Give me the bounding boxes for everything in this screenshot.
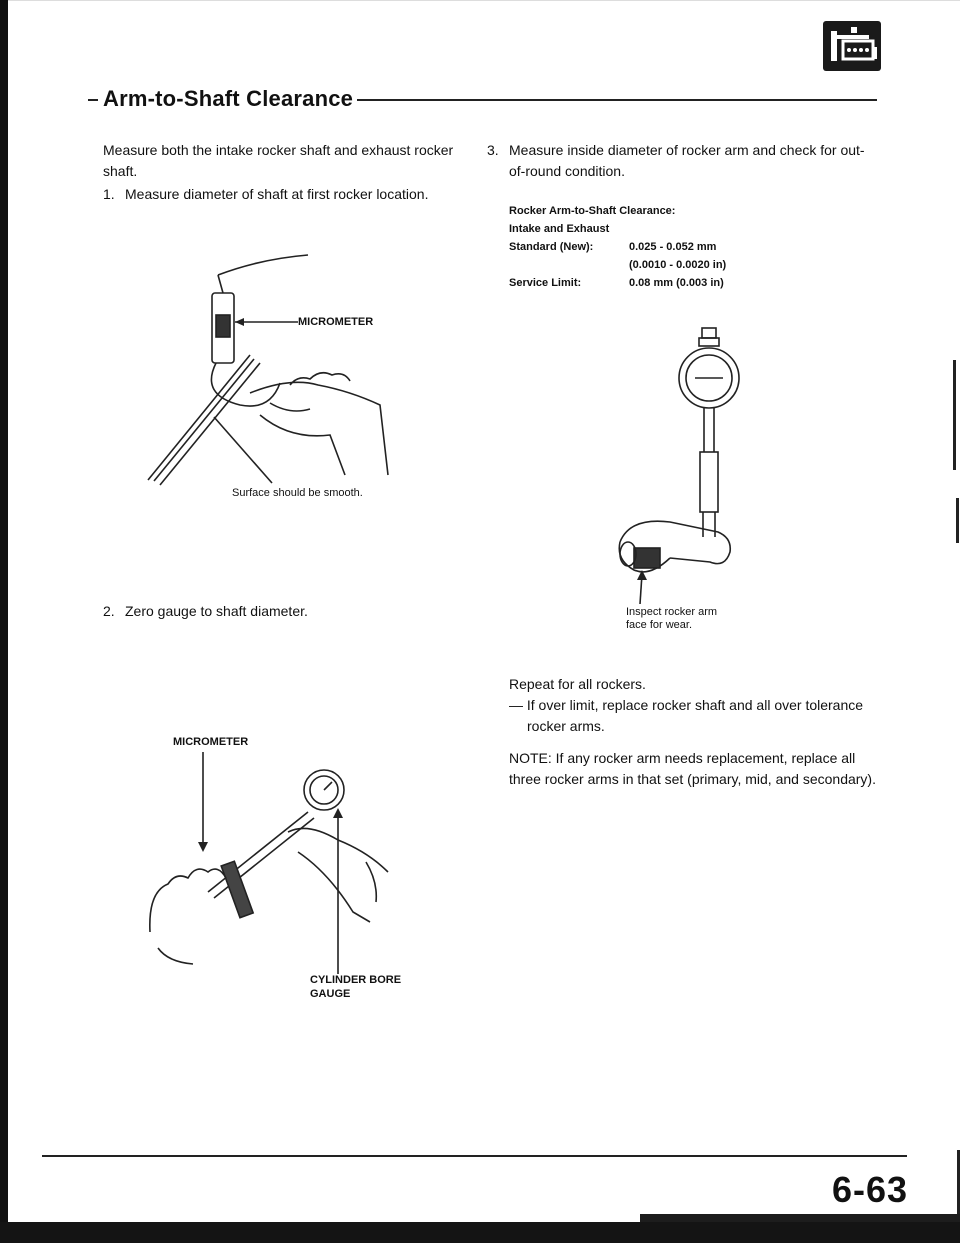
micrometer-shaft-illustration xyxy=(140,245,400,505)
spec-heading: Rocker Arm-to-Shaft Clearance: xyxy=(509,205,676,217)
step-number: 1. xyxy=(103,186,115,202)
engine-section-icon xyxy=(823,21,881,71)
bottom-bar xyxy=(0,1222,960,1243)
callout-line: CYLINDER BORE xyxy=(310,974,402,986)
right-margin-mark xyxy=(956,498,959,543)
rocker-arm-gauge-illustration xyxy=(600,322,770,607)
bore-gauge-callout xyxy=(310,973,401,1001)
micrometer-callout: MICROMETER xyxy=(173,736,249,748)
micrometer-callout: MICROMETER xyxy=(298,316,374,328)
page-title: Arm-to-Shaft Clearance xyxy=(103,86,354,111)
clearance-spec xyxy=(509,202,869,292)
spec-value: 0.08 mm (0.003 in) xyxy=(629,277,724,289)
spec-label: Standard (New): xyxy=(509,241,594,253)
bottom-rule xyxy=(42,1155,907,1157)
intro-text: Measure both the intake rocker shaft and exhaust rocker shaft. xyxy=(103,142,454,179)
spec-value: (0.0010 - 0.0020 in) xyxy=(629,259,727,271)
step-text: Measure inside diameter of rocker arm and check for out-of-round condition. xyxy=(509,142,865,179)
bore-gauge-illustration xyxy=(138,752,408,982)
step-1 xyxy=(103,184,473,205)
step-text: Zero gauge to shaft diameter. xyxy=(125,603,308,619)
page-frame-left xyxy=(0,0,8,1243)
spec-limit xyxy=(509,274,869,292)
step-text: Measure diameter of shaft at first rocker location. xyxy=(125,186,429,202)
figure-caption xyxy=(626,606,717,632)
spec-label: Service Limit: xyxy=(509,277,582,289)
caption-line: Inspect rocker arm xyxy=(626,606,718,618)
step-2 xyxy=(103,601,473,622)
spec-standard-in xyxy=(509,256,869,274)
caption-line: face for wear. xyxy=(626,619,693,631)
spec-value: 0.025 - 0.052 mm xyxy=(629,241,717,253)
step-3 xyxy=(487,140,875,182)
page-frame-top xyxy=(8,0,960,1)
right-margin-mark xyxy=(953,360,956,470)
repeat-text: Repeat for all rockers. xyxy=(509,676,646,692)
step-number: 2. xyxy=(103,603,115,619)
step-number: 3. xyxy=(487,142,499,158)
spec-subheading: Intake and Exhaust xyxy=(509,223,610,235)
over-limit-bullet: — If over limit, replace rocker shaft and all over tolerance rocker arms. xyxy=(509,697,864,734)
page-number: 6-63 xyxy=(832,1169,909,1210)
note-text: NOTE: If any rocker arm needs replacement, replace all three rocker arms in that set (primary, mid, and secondary). xyxy=(509,750,876,787)
bottom-shadow xyxy=(640,1214,960,1222)
title-dash xyxy=(88,99,98,101)
figure-caption: Surface should be smooth. xyxy=(232,487,363,499)
callout-line: GAUGE xyxy=(310,988,351,1000)
title-rule xyxy=(357,99,877,101)
spec-standard xyxy=(509,238,869,256)
